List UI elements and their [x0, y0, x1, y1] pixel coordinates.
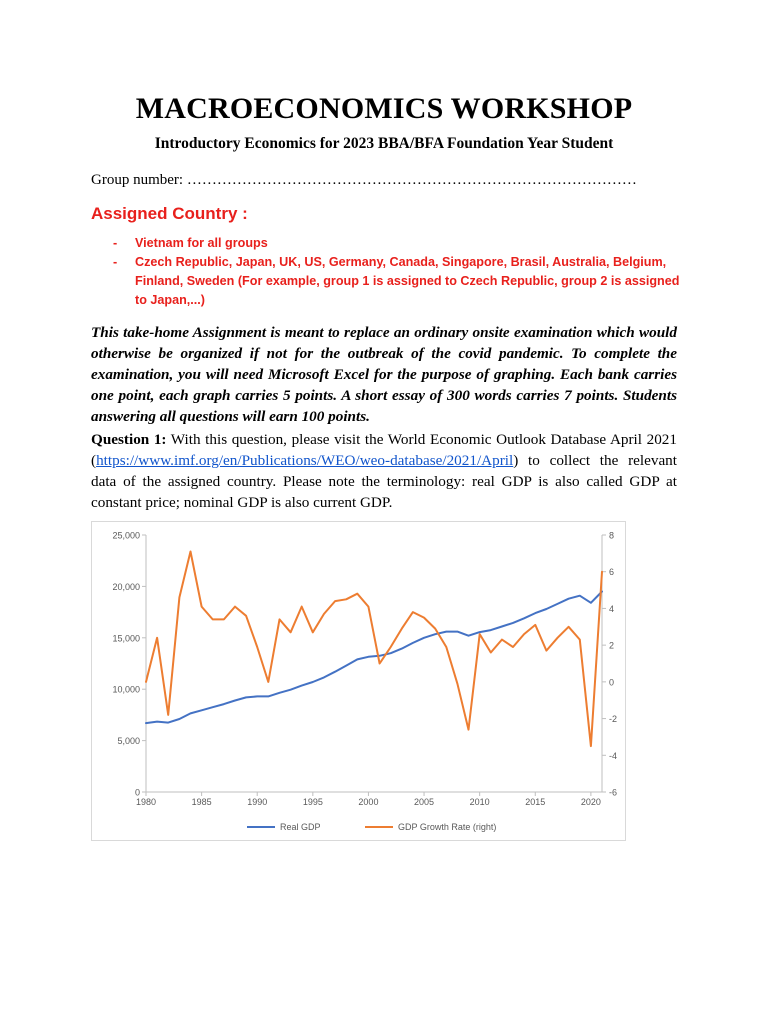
x-axis-tick-label: 1995 — [302, 797, 323, 807]
question-1-label: Question 1: — [91, 431, 167, 448]
series-line-real-gdp — [146, 592, 602, 724]
x-axis-tick-label: 1985 — [191, 797, 212, 807]
imf-database-link[interactable]: https://www.imf.org/en/Publications/WEO/weo-database/2021/April — [96, 452, 514, 469]
x-axis-tick-label: 1990 — [247, 797, 268, 807]
gdp-chart-svg — [92, 522, 625, 840]
list-item-text: Vietnam for all groups — [135, 236, 268, 250]
right-axis-tick-label: 6 — [609, 567, 615, 578]
x-axis-tick-label: 2020 — [580, 797, 601, 807]
assignment-intro: This take-home Assignment is meant to replace an ordinary onsite examination which would otherwise be organized if not for the outbreak of the covid pandemic. To complete the examination, you will need Microsoft Excel for the purpose of graphing. Each bank carries one point, each graph carries 5 points. A short essay of 300 words carries 7 points. Students answering all questions will earn 100 points. — [91, 324, 677, 425]
group-number-label: Group number: — [91, 172, 184, 188]
legend-label: Real GDP — [280, 822, 321, 832]
assigned-country-list — [91, 234, 691, 310]
x-axis-tick-label: 2010 — [469, 797, 490, 807]
left-axis-tick-label: 0 — [134, 787, 140, 798]
left-axis-tick-label: 15,000 — [112, 633, 140, 644]
list-item-text: Czech Republic, Japan, UK, US, Germany, Canada, Singapore, Brasil, Australia, Belgium, Finland, Sweden (For example, group 1 is assigned to Czech Republic, group 2 is assigned to Japan,...) — [135, 255, 680, 307]
right-axis-tick-label: -2 — [609, 714, 618, 725]
right-axis-tick-label: 2 — [609, 640, 615, 651]
list-item — [91, 253, 691, 310]
x-axis-tick-label: 2005 — [414, 797, 435, 807]
x-axis-tick-label: 2000 — [358, 797, 379, 807]
question-1 — [91, 429, 677, 513]
question-1-text-before: With this question, please visit the World Economic Outlook Database April 2021 ( — [91, 431, 677, 469]
document-title: MACROECONOMICS WORKSHOP — [135, 92, 633, 125]
document-subtitle: Introductory Economics for 2023 BBA/BFA Foundation Year Student — [154, 135, 614, 152]
gdp-chart — [91, 521, 626, 841]
left-axis-tick-label: 5,000 — [117, 736, 140, 747]
left-axis-tick-label: 20,000 — [112, 581, 140, 592]
list-item — [91, 234, 691, 253]
x-axis-tick-label: 1980 — [135, 797, 157, 807]
right-axis-tick-label: -4 — [609, 750, 618, 761]
right-axis-tick-label: 0 — [609, 677, 615, 688]
right-axis-tick-label: 8 — [609, 530, 615, 541]
question-1-text-after: ) to collect the relevant data of the assigned country. Please note the terminology: real GDP is also called GDP at constant price; nominal GDP is also current GDP. — [91, 452, 677, 511]
right-axis-tick-label: -6 — [609, 787, 618, 798]
bullet-marker: - — [113, 255, 118, 269]
series-line-gdp-growth — [146, 552, 602, 747]
left-axis-tick-label: 10,000 — [112, 684, 140, 695]
x-axis-tick-label: 2015 — [525, 797, 546, 807]
assigned-country-heading: Assigned Country : — [91, 204, 248, 223]
bullet-marker: - — [113, 236, 118, 250]
legend-label: GDP Growth Rate (right) — [398, 822, 497, 832]
right-axis-tick-label: 4 — [609, 603, 615, 614]
left-axis-tick-label: 25,000 — [112, 530, 140, 541]
group-number-line — [91, 172, 637, 189]
group-number-blank: ……………………………………………………………………………… — [186, 172, 637, 188]
